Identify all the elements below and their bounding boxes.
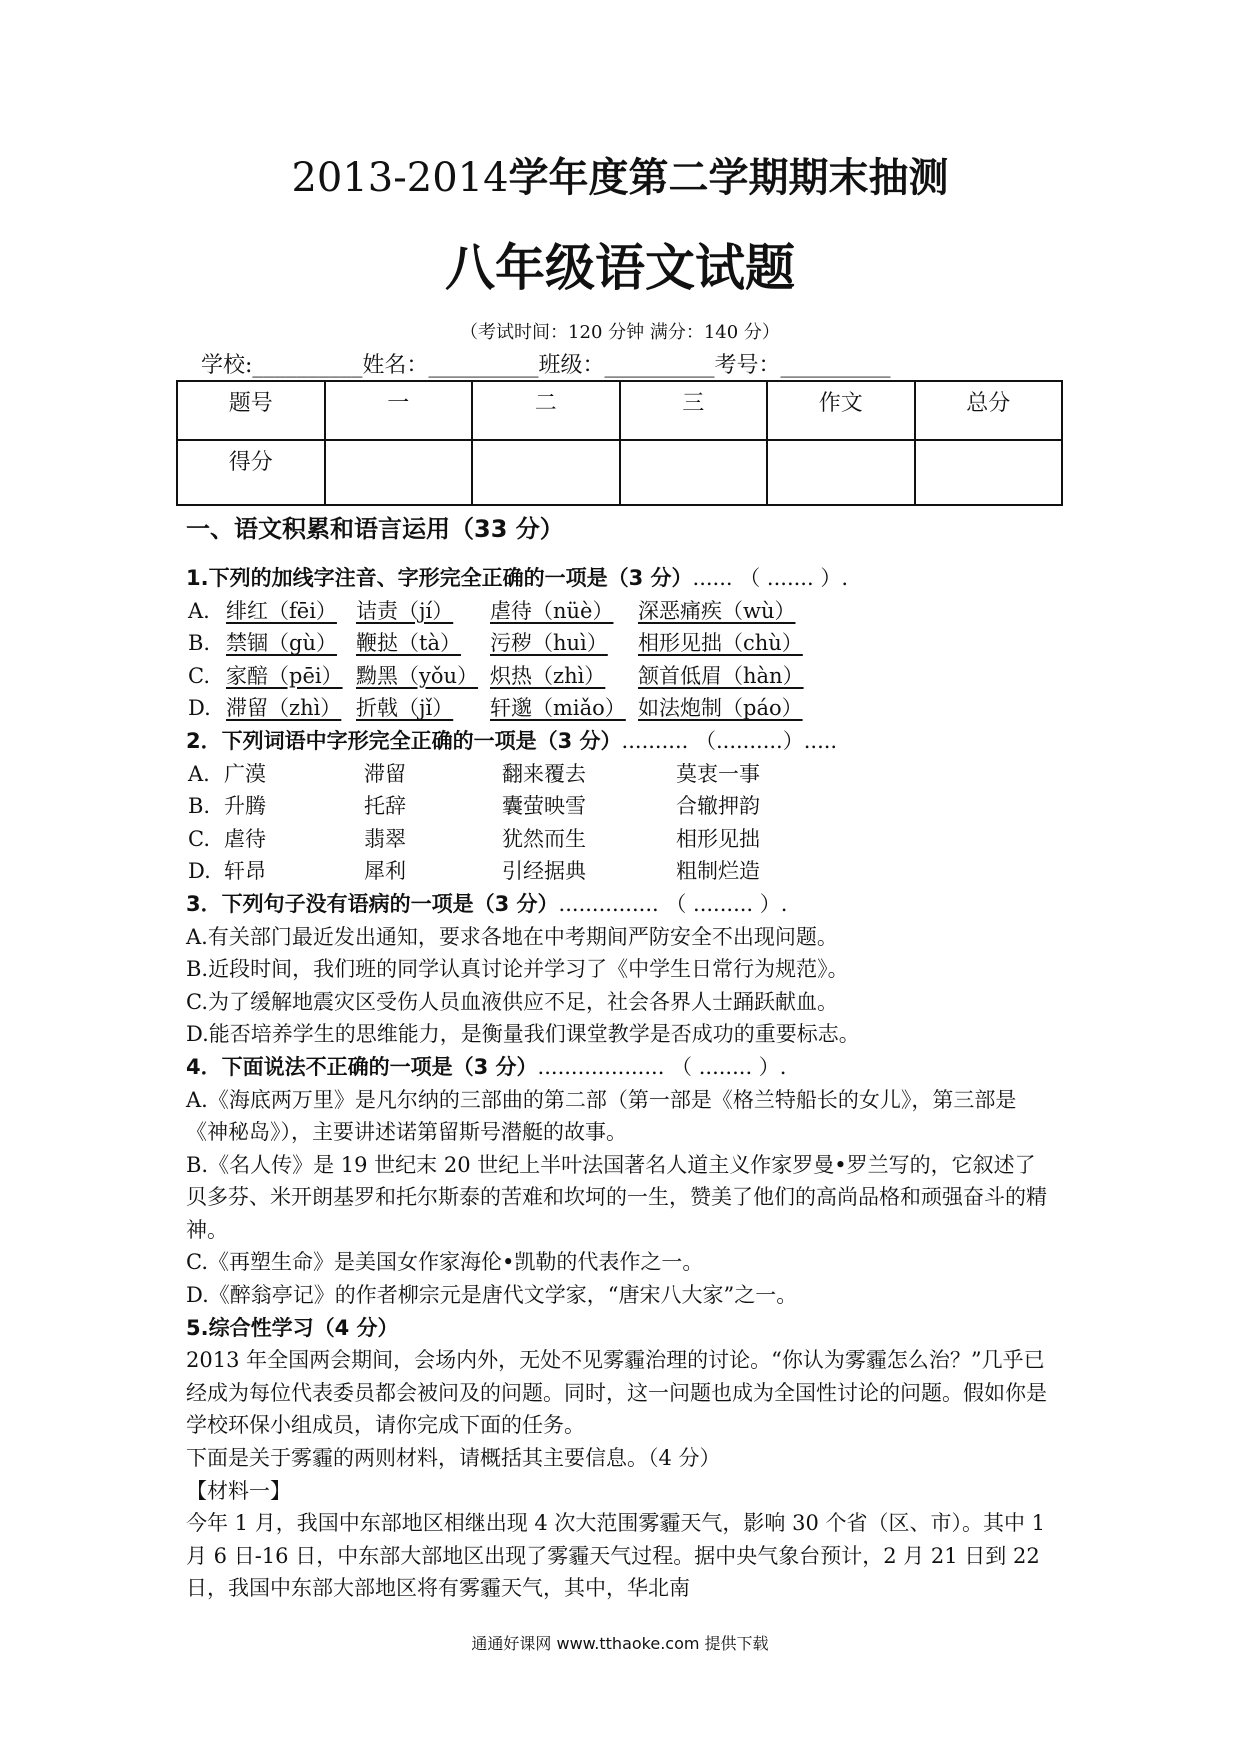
option-letter: A. [188,761,210,786]
score-table [176,380,1063,506]
option-row [186,790,1056,823]
option-letter: D. [188,859,211,884]
option-row [186,823,1056,856]
option-item: 滞留（zhì） [226,696,342,721]
question-stem [186,1312,1056,1345]
table-header-cell: 总分 [915,381,1063,440]
question-2-stem: 2．下列词语中字形完全正确的一项是（3 分） [186,728,622,753]
exam-title [0,150,1240,206]
option-item: 家醅（pēi） [226,663,343,688]
option-item: 黝黑（yǒu） [356,663,479,688]
question-intro: 2013 年全国两会期间，会场内外，无处不见雾霾治理的讨论。“你认为雾霾怎么治？”几乎已经成为每位代表委员都会被问及的问题。同时，这一问题也成为全国性讨论的问题。假如你是学校环保小组成员，请你完成下面的任务。 [186,1348,1047,1438]
question-stem [186,562,1056,595]
score-cell [620,440,768,505]
question-stem [186,888,1056,921]
answer-blank: ................... （ ........ ）. [537,1054,787,1079]
option-item: 相形见拙 [676,826,760,851]
score-cell [472,440,620,505]
option-line: C.《再塑生命》是美国女作家海伦•凯勒的代表作之一。 [186,1250,704,1275]
section-title: 一、语文积累和语言运用（33 分） [186,515,564,543]
option-item: 广漠 [224,761,266,786]
option-item: 轩昂 [224,859,266,884]
page-footer: 通通好课网 www.tthaoke.com 提供下载 [471,1634,769,1653]
option-item: 虐待 [224,826,266,851]
material-label: 【材料一】 [186,1478,291,1503]
option-letter: C. [188,826,210,851]
option-item: 莫衷一事 [676,761,760,786]
option-item: 引经据典 [502,859,586,884]
exam-info: （考试时间：120 分钟 满分：140 分） [460,322,780,343]
option-item: 颔首低眉（hàn） [638,663,804,688]
option-item: 鞭挞（tà） [356,631,461,656]
question-stem [186,1051,1056,1084]
option-line: A.有关部门最近发出通知，要求各地在中考期间严防安全不出现问题。 [186,924,838,949]
score-cell [915,440,1063,505]
option-item: 囊萤映雪 [502,794,586,819]
name-blank: __________ [428,353,539,378]
question-task: 下面是关于雾霾的两则材料，请概括其主要信息。（4 分） [186,1446,721,1471]
option-item: 炽热（zhì） [490,663,606,688]
question-stem [186,725,1056,758]
option-paragraph: A.《海底两万里》是凡尔纳的三部曲的第二部（第一部是《格兰特船长的女儿》，第三部是 《神秘岛》），主要讲述诺第留斯号潜艇的故事。 [186,1087,1017,1145]
exam-subtitle: 八年级语文试题 [445,239,795,297]
option-row [186,758,1056,791]
option-line: D.《醉翁亭记》的作者柳宗元是唐代文学家，“唐宋八大家”之一。 [186,1283,798,1308]
answer-blank: ...... （ ....... ）. [692,566,848,590]
option-item: 合辙押韵 [676,794,760,819]
name-label: 姓名： [362,353,429,378]
option-line: C.为了缓解地震灾区受伤人员血液供应不足，社会各界人士踊跃献血。 [186,989,838,1014]
option-row [186,692,1056,725]
option-letter: B. [188,631,211,656]
option-item: 托辞 [364,794,406,819]
option-item: 犹然而生 [502,826,586,851]
number-blank: __________ [780,353,891,378]
table-header-cell: 二 [472,381,620,440]
option-item: 诘责（jí） [356,598,454,623]
score-label-cell: 得分 [177,440,325,505]
option-item: 升腾 [224,794,266,819]
number-label: 考号： [714,353,781,378]
option-item: 折戟（jǐ） [356,696,454,721]
option-item: 翻来覆去 [502,761,586,786]
option-letter: D. [188,696,211,721]
option-row [186,627,1056,660]
option-letter: B. [188,794,211,819]
option-item: 相形见拙（chù） [638,631,803,656]
option-item: 禁锢（gù） [226,631,337,656]
option-item: 粗制烂造 [676,859,760,884]
question-4-stem: 4．下面说法不正确的一项是（3 分） [186,1054,538,1079]
option-row [186,660,1056,693]
option-item: 污秽（huì） [490,631,608,656]
score-cell [325,440,473,505]
material-text: 今年 1 月，我国中东部地区相继出现 4 次大范围雾霾天气，影响 30 个省（区、市）。其中 1 月 6 日-16 日，中东部大部地区出现了雾霾天气过程。据中央气象台预计，2 月 21 日到 22 日，我国中东部大部地区将有雾霾天气，其中，华北南 [186,1511,1046,1601]
table-header-cell: 题号 [177,381,325,440]
class-blank: __________ [604,353,715,378]
question-5-stem: 5.综合性学习（4 分） [186,1315,399,1340]
table-header-cell: 作文 [767,381,915,440]
question-3-stem: 3．下列句子没有语病的一项是（3 分） [186,891,559,916]
option-line: B.近段时间，我们班的同学认真讨论并学习了《中学生日常行为规范》。 [186,957,849,982]
answer-blank: .......... （..........）..... [621,728,838,753]
option-item: 滞留 [364,761,406,786]
option-item: 深恶痛疾（wù） [638,598,796,623]
school-year: 2013-2014 [291,155,509,201]
option-item: 绯红（fēi） [226,598,337,623]
option-letter: A. [188,598,210,623]
option-item: 犀利 [364,859,406,884]
score-cell [767,440,915,505]
table-header-cell: 一 [325,381,473,440]
student-info-line [201,351,890,381]
option-item: 翡翠 [364,826,406,851]
option-row [186,595,1056,628]
table-row [177,440,1062,505]
question-1-stem: 1.下列的加线字注音、字形完全正确的一项是（3 分） [186,566,693,590]
option-row [186,855,1056,888]
table-header-cell: 三 [620,381,768,440]
option-item: 虐待（nüè） [490,598,614,623]
option-line: D.能否培养学生的思维能力，是衡量我们课堂教学是否成功的重要标志。 [186,1022,860,1047]
school-blank: __________ [252,353,363,378]
option-item: 如法炮制（páo） [638,696,803,721]
option-paragraph: B.《名人传》是 19 世纪末 20 世纪上半叶法国著名人道主义作家罗曼•罗兰写的，它叙述了贝多芬、米开朗基罗和托尔斯泰的苦难和坎坷的一生，赞美了他们的高尚品格和顽强奋斗的精神。 [186,1152,1047,1242]
answer-blank: ............... （ ......... ）. [558,891,788,916]
class-label: 班级： [538,353,605,378]
option-letter: C. [188,663,210,688]
school-label: 学校: [201,353,253,378]
table-row [177,381,1062,440]
option-item: 轩邈（miǎo） [490,696,626,721]
term-title: 学年度第二学期期末抽测 [508,155,949,201]
question-body [186,562,1056,1605]
